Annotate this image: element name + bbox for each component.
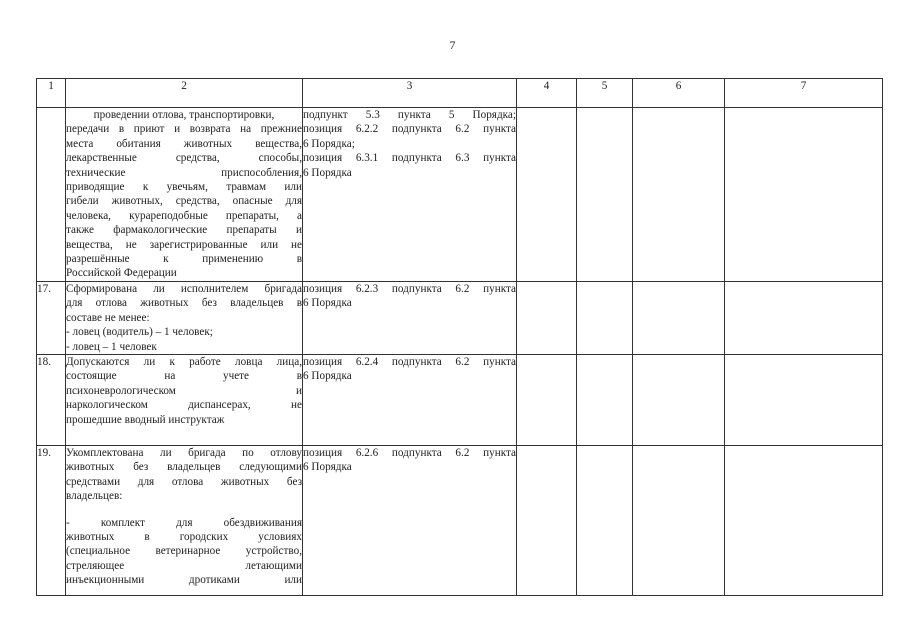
- text-line: - ловец (водитель) – 1 человек;: [66, 326, 213, 339]
- empty-cell: [517, 281, 577, 354]
- text-line: проведении отлова, транспортировки,: [93, 109, 275, 121]
- empty-cell: [633, 445, 725, 595]
- row-number: 18.: [37, 354, 66, 445]
- text-line: Укомплектована ли бригада по отлову: [66, 446, 302, 459]
- text-line: 6 Порядка;: [303, 137, 355, 150]
- empty-cell: [633, 281, 725, 354]
- text-line: составе не менее:: [66, 311, 150, 324]
- checklist-table: [36, 78, 883, 596]
- text-line: психоневрологическом и: [66, 384, 302, 397]
- text-line: животных в городских условиях: [66, 530, 302, 543]
- text-line: владельцев:: [66, 490, 123, 503]
- column-header: 1: [37, 79, 66, 108]
- reference-cell: [303, 108, 517, 282]
- text-line: 6 Порядка: [303, 166, 352, 179]
- page-number: 7: [449, 38, 456, 52]
- text-line: гибели животных, средства, опасные для: [66, 195, 302, 208]
- text-line: позиция 6.2.2 подпункта 6.2 пункта: [303, 123, 516, 136]
- text-line: подпункт 5.3 пункта 5 Порядка;: [303, 109, 516, 121]
- empty-cell: [633, 108, 725, 282]
- empty-cell: [517, 108, 577, 282]
- text-line: наркологическом диспансерах, не: [66, 399, 302, 412]
- question-cell: [66, 108, 303, 282]
- empty-cell: [725, 108, 883, 282]
- column-header: 5: [577, 79, 633, 108]
- text-line: 6 Порядка: [303, 370, 352, 383]
- text-line: стреляющее летающими: [66, 559, 302, 572]
- text-line: разрешённые к применению в: [66, 253, 302, 266]
- text-line: передачи в приют и возврата на прежние: [66, 123, 302, 136]
- text-line: человека, курареподобные препараты, а: [66, 209, 302, 222]
- header-row: [37, 79, 883, 108]
- text-line: состоящие на учете в: [66, 370, 302, 383]
- text-line: также фармакологические препараты и: [66, 224, 302, 237]
- text-line: позиция 6.2.6 подпункта 6.2 пункта: [303, 446, 516, 459]
- text-line: Сформирована ли исполнителем бригада: [66, 282, 302, 295]
- text-line: лекарственные средства, способы,: [66, 152, 302, 165]
- column-header: 4: [517, 79, 577, 108]
- empty-cell: [633, 354, 725, 445]
- column-header: 7: [725, 79, 883, 108]
- question-cell: [66, 354, 303, 445]
- text-line: (специальное ветеринарное устройство,: [66, 545, 302, 558]
- text-line: Российской Федерации: [66, 267, 177, 280]
- text-line: Допускаются ли к работе ловца лица,: [66, 355, 302, 368]
- column-header: 6: [633, 79, 725, 108]
- text-line: для отлова животных без владельцев в: [66, 297, 302, 310]
- text-line: животных без владельцев следующими: [66, 461, 302, 474]
- empty-cell: [577, 354, 633, 445]
- text-line: места обитания животных вещества,: [66, 137, 302, 150]
- table-row: [37, 281, 883, 354]
- text-line: средствами для отлова животных без: [66, 475, 302, 488]
- empty-cell: [577, 445, 633, 595]
- text-line: прошедшие вводный инструктаж: [66, 413, 225, 426]
- text-line: [66, 504, 302, 516]
- empty-cell: [725, 445, 883, 595]
- row-number: 17.: [37, 281, 66, 354]
- empty-cell: [725, 281, 883, 354]
- empty-cell: [517, 354, 577, 445]
- table-row: [37, 445, 883, 595]
- row-number: 19.: [37, 445, 66, 595]
- text-line: 6 Порядка: [303, 297, 352, 310]
- text-line: инъекционными дротиками или: [66, 574, 302, 587]
- row-number: [37, 108, 66, 282]
- text-line: приводящие к увечьям, травмам или: [66, 181, 302, 194]
- text-line: - ловец – 1 человек: [66, 340, 157, 353]
- empty-cell: [517, 445, 577, 595]
- reference-cell: [303, 281, 517, 354]
- text-line: позиция 6.2.3 подпункта 6.2 пункта: [303, 282, 516, 295]
- reference-cell: [303, 354, 517, 445]
- column-header: 3: [303, 79, 517, 108]
- table-row: [37, 108, 883, 282]
- text-line: вещества, не зарегистрированные или не: [66, 238, 302, 251]
- question-cell: [66, 445, 303, 595]
- text-line: позиция 6.2.4 подпункта 6.2 пункта: [303, 355, 516, 368]
- question-cell: [66, 281, 303, 354]
- table-row: [37, 354, 883, 445]
- empty-cell: [577, 281, 633, 354]
- text-line: 6 Порядка: [303, 461, 352, 474]
- empty-cell: [577, 108, 633, 282]
- text-line: технические приспособления,: [66, 166, 302, 179]
- text-line: - комплект для обездвиживания: [66, 516, 302, 529]
- empty-cell: [725, 354, 883, 445]
- text-line: позиция 6.3.1 подпункта 6.3 пункта: [303, 152, 516, 165]
- column-header: 2: [66, 79, 303, 108]
- reference-cell: [303, 445, 517, 595]
